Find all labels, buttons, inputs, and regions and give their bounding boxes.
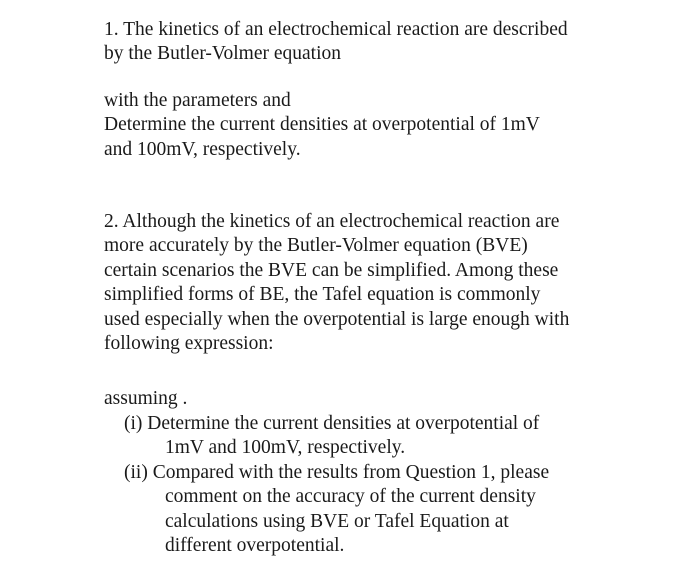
problem-document [104,18,684,558]
subquestion-line: different overpotential. [165,534,345,556]
subquestion-line: comment on the accuracy of the current density [165,486,536,508]
equation-placeholder-gap [104,356,684,387]
subquestion-ii [104,461,684,559]
subquestion-line: (ii) Compared with the results from Question 1, please [124,461,550,483]
question-2-line: used especially when the overpotential is large enough with [104,308,570,330]
question-1-line: 1. The kinetics of an electrochemical reaction are described [104,19,568,40]
question-2-line: simplified forms of BE, the Tafel equation is commonly [104,284,541,306]
assuming-line: assuming . [104,388,188,410]
question-1 [104,18,684,162]
question-1-line: by the Butler-Volmer equation [104,43,341,65]
question-2-line: 2. Although the kinetics of an electrochemical reaction are [104,211,560,233]
question-2-line: following expression: [104,333,274,355]
question-2-line: more accurately by the Butler-Volmer equation (BVE) [104,235,528,257]
subquestion-line: (i) Determine the current densities at overpotential of [124,412,540,434]
subquestion-line: calculations using BVE or Tafel Equation at [165,510,509,532]
question-2 [104,210,684,558]
question-2-line: certain scenarios the BVE can be simplified. Among these [104,259,559,281]
question-1-task-line: and 100mV, respectively. [104,138,301,160]
section-gap [104,162,684,210]
question-1-task-line: Determine the current densities at overpotential of 1mV [104,114,540,136]
subquestion-i [104,412,684,461]
subquestion-line: 1mV and 100mV, respectively. [165,437,406,459]
equation-placeholder-gap [104,67,684,89]
question-1-parameters-line: with the parameters and [104,89,291,111]
